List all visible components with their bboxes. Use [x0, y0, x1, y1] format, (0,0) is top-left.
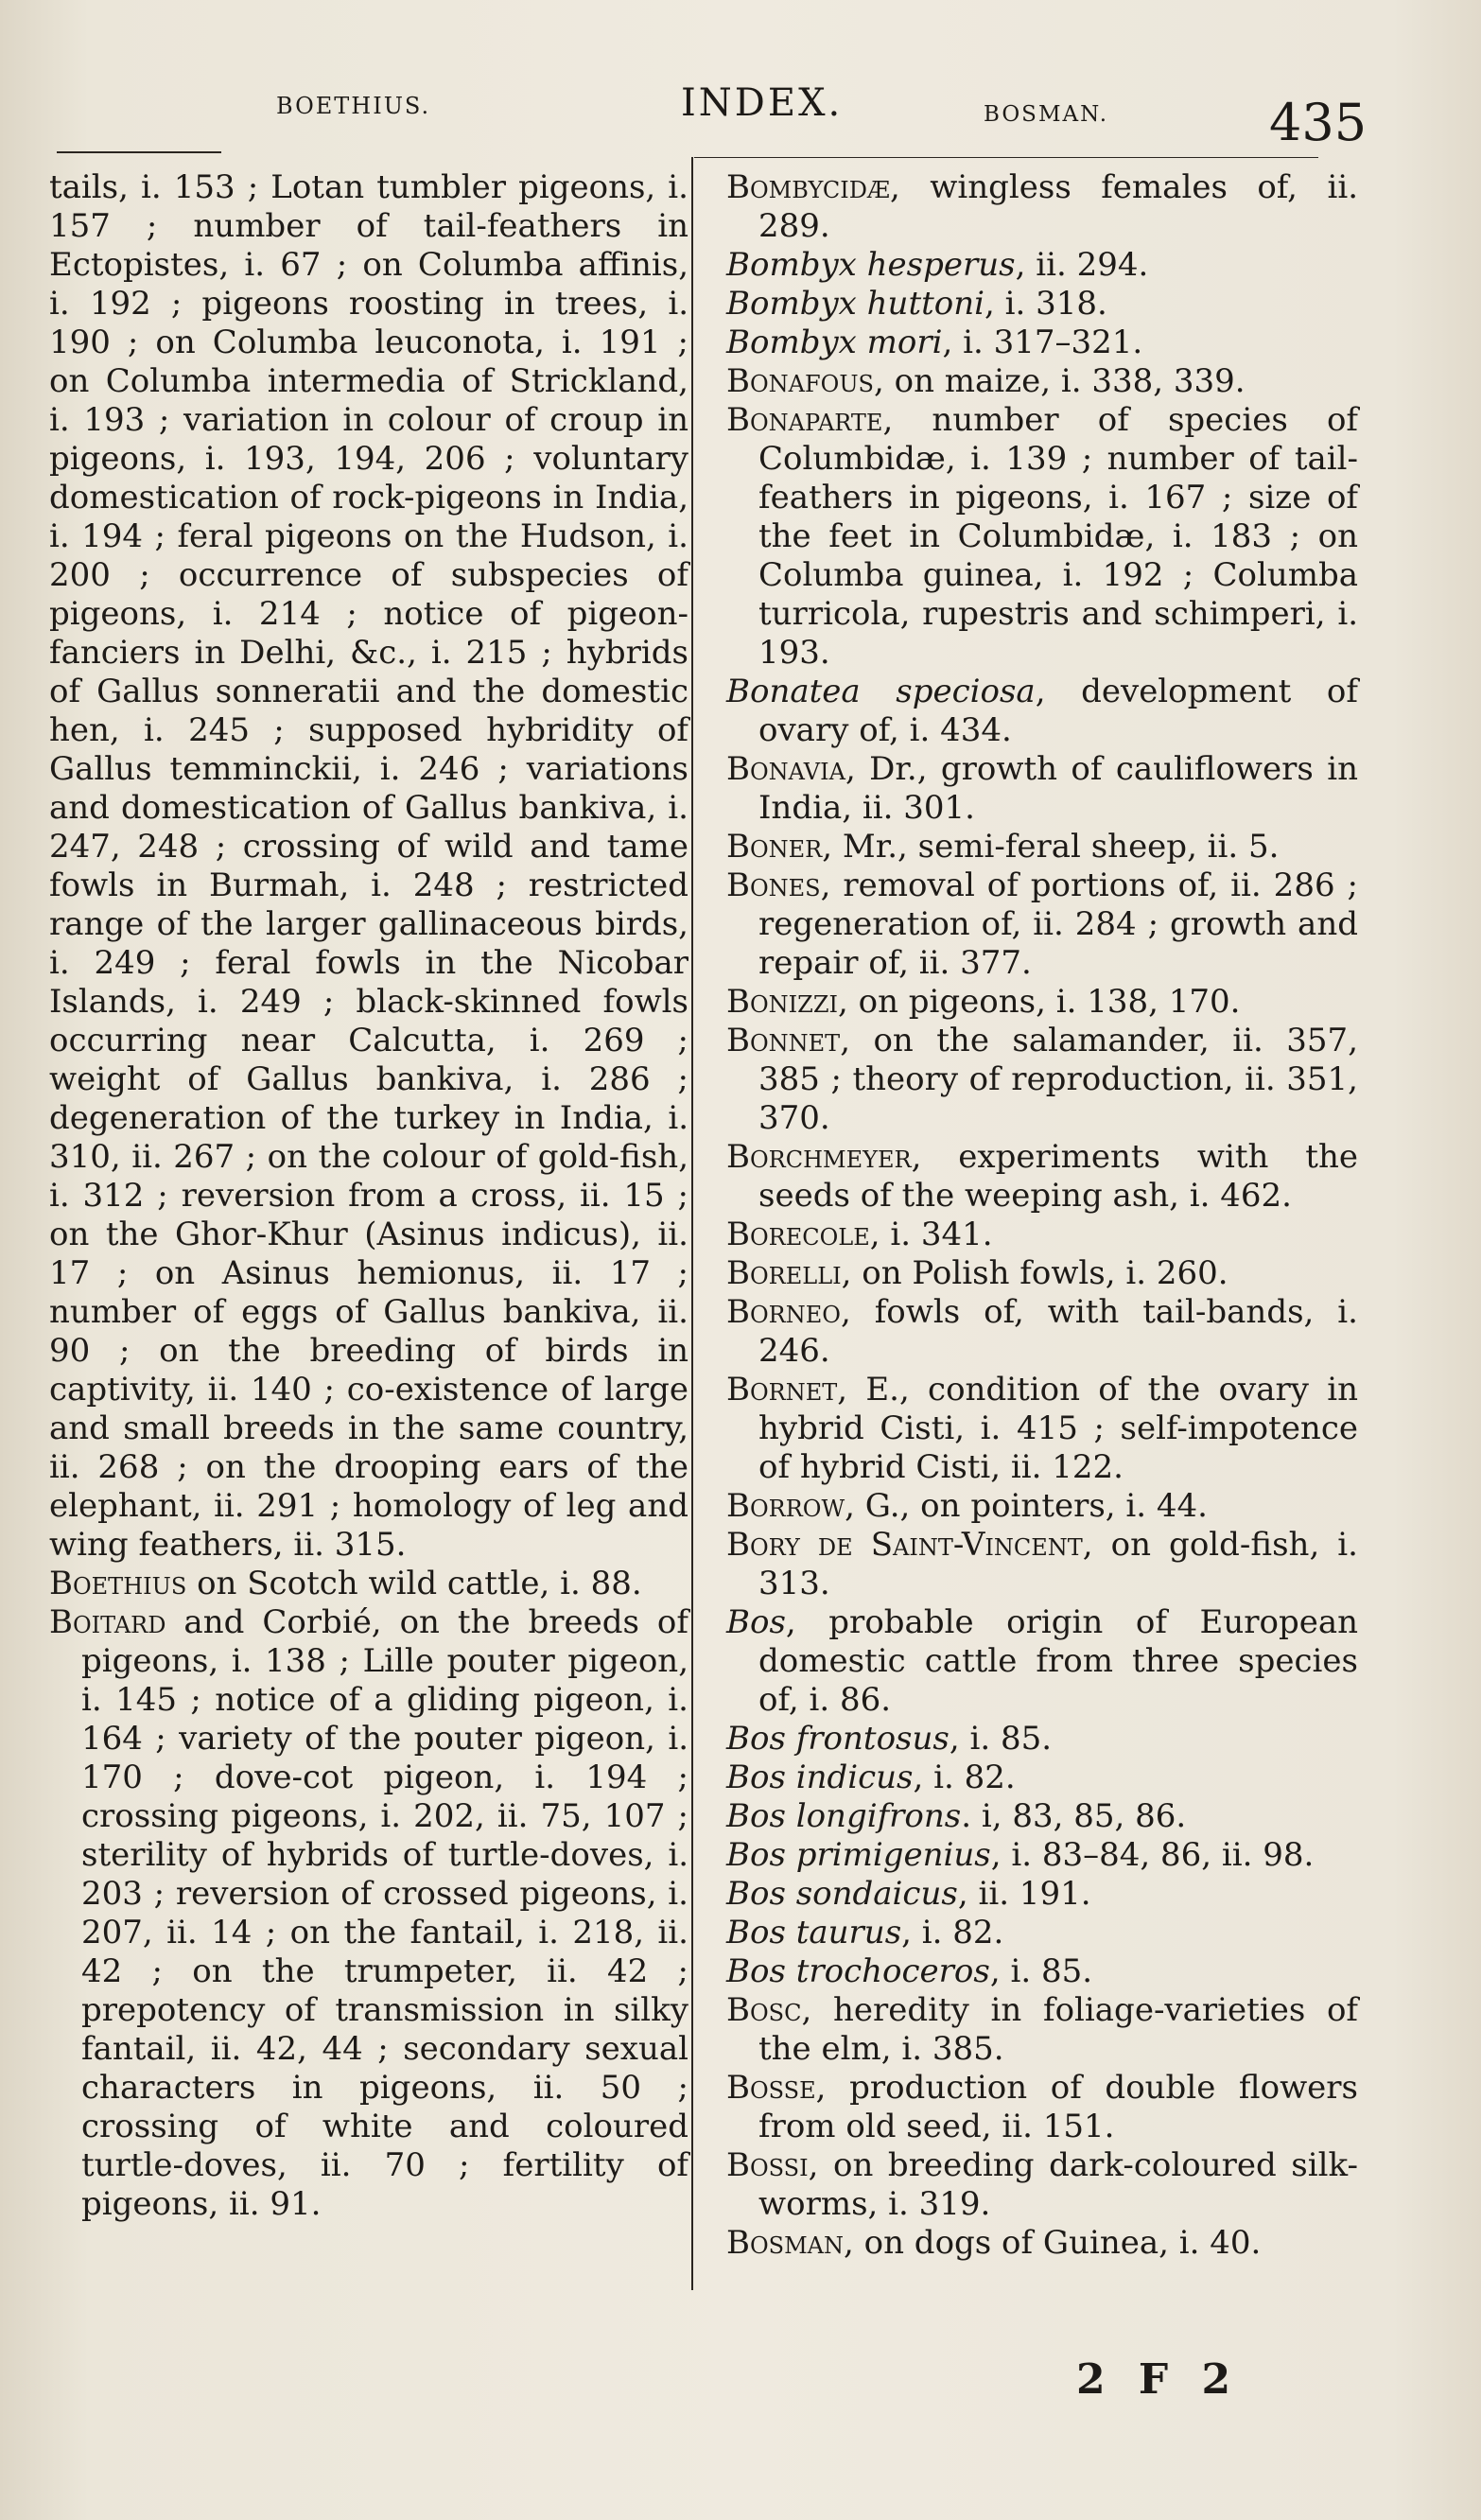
entry-text: , production of double flowers from old seed, ii. 151. [758, 2069, 1358, 2145]
entry-text: , i. 82. [901, 1914, 1004, 1951]
entry-heading: Bonnet [726, 1022, 841, 1059]
entry-heading-italic: Bonatea speciosa [726, 673, 1036, 710]
entry-heading: Borecole [726, 1216, 870, 1253]
entry-heading-italic: Bos trochoceros [726, 1952, 990, 1990]
entry-heading: Bosse [726, 2069, 816, 2107]
entry-text: , development of ovary of, i. 434. [758, 673, 1358, 749]
header-rule-right [694, 157, 1318, 158]
index-entry [726, 1254, 1358, 1293]
entry-text: , on maize, i. 338, 339. [874, 362, 1246, 400]
index-entry [726, 1293, 1358, 1371]
header-rule-left [57, 151, 221, 153]
entry-text: , i. 85. [949, 1720, 1053, 1758]
header-left-guide-word: BOETHIUS. [276, 93, 431, 119]
entry-text: , experiments with the seeds of the weeping ash, i. 462. [758, 1138, 1358, 1215]
right-column [726, 168, 1358, 2263]
column-divider [691, 157, 693, 2290]
index-entry [49, 1565, 688, 1603]
index-entry [726, 673, 1358, 750]
entry-heading-italic: Bos taurus [726, 1914, 902, 1951]
entry-heading: Bonaparte [726, 401, 883, 439]
entry-heading: Bornet [726, 1371, 838, 1409]
entry-text: , i. 85. [989, 1952, 1093, 1990]
running-header [57, 81, 1424, 153]
entry-heading-italic: Bos indicus [726, 1759, 914, 1796]
entry-text: , i. 341. [869, 1216, 993, 1253]
entry-text: , on dogs of Guinea, i. 40. [844, 2224, 1262, 2262]
index-entry [726, 1759, 1358, 1797]
entry-heading-italic: Bos frontosus [726, 1720, 950, 1758]
entry-text: , E., condition of the ovary in hybrid Cisti, i. 415 ; self-impotence of hybrid Cisti, ii. 122. [758, 1371, 1358, 1486]
entry-heading: Borelli [726, 1254, 842, 1292]
entry-heading: Bosman [726, 2224, 845, 2262]
index-entry [726, 2069, 1358, 2146]
entry-heading: Bonafous [726, 362, 874, 400]
entry-text: , probable origin of European domestic cattle from three species of, i. 86. [758, 1603, 1358, 1719]
entry-heading-italic: Bombyx hesperus [726, 246, 1016, 284]
entry-text: on Scotch wild cattle, i. 88. [186, 1565, 642, 1602]
entry-heading-italic: Bombyx huttoni [726, 285, 985, 323]
entry-heading: Bosc [726, 1991, 802, 2029]
entry-text: . i, 83, 85, 86. [961, 1797, 1187, 1835]
entry-heading-italic: Bos [726, 1603, 786, 1641]
index-entry [726, 1526, 1358, 1603]
index-entry [726, 1216, 1358, 1254]
left-column [49, 168, 688, 2224]
entry-text: , ii. 191. [957, 1875, 1091, 1913]
entry-heading: Boner [726, 828, 823, 866]
entry-heading: Bory de Saint-Vincent [726, 1526, 1083, 1564]
entry-text: , Mr., semi-feral sheep, ii. 5. [822, 828, 1280, 866]
entry-text: , i. 83–84, 86, ii. 98. [990, 1836, 1315, 1874]
entry-heading-italic: Bombyx mori [726, 324, 943, 361]
entry-heading: Bossi [726, 2146, 809, 2184]
entry-heading: Borrow [726, 1487, 845, 1525]
index-entry [49, 1603, 688, 2224]
entry-text: , on pigeons, i. 138, 170. [837, 983, 1241, 1021]
entry-heading: Borchmeyer [726, 1138, 912, 1176]
index-entry [726, 866, 1358, 983]
index-entry [726, 401, 1358, 673]
index-entry [726, 1487, 1358, 1526]
index-entry [726, 1138, 1358, 1216]
index-entry [726, 1371, 1358, 1487]
index-entry [726, 324, 1358, 362]
index-entry [726, 2224, 1358, 2263]
left-entries [49, 1565, 688, 2224]
index-entry [726, 285, 1358, 324]
index-entry [726, 246, 1358, 285]
entry-heading-italic: Bos sondaicus [726, 1875, 958, 1913]
page-number: 435 [1269, 93, 1368, 152]
entry-heading: Bonizzi [726, 983, 838, 1021]
header-right-guide-word: BOSMAN. [984, 102, 1109, 127]
entry-text: , on gold-fish, i. 313. [758, 1526, 1358, 1602]
index-entry [726, 1914, 1358, 1952]
entry-text: , i. 317–321. [942, 324, 1143, 361]
index-entry [726, 1952, 1358, 1991]
index-entry [726, 1797, 1358, 1836]
index-entry [726, 168, 1358, 246]
entry-text: , on the salamander, ii. 357, 385 ; theory of reproduction, ii. 351, 370. [758, 1022, 1358, 1137]
entry-heading: Borneo [726, 1293, 841, 1331]
entry-text: , heredity in foliage-varieties of the elm, i. 385. [758, 1991, 1358, 2068]
entry-heading: Boitard [49, 1603, 166, 1641]
entry-heading: Bonavia [726, 750, 845, 788]
entry-text: , i. 318. [984, 285, 1107, 323]
entry-text: , G., on pointers, i. 44. [845, 1487, 1208, 1525]
index-entry [726, 750, 1358, 828]
entry-heading: Bones [726, 866, 821, 904]
index-entry [726, 983, 1358, 1022]
index-entry [726, 2146, 1358, 2224]
index-entry [726, 1720, 1358, 1759]
entry-text: , fowls of, with tail-bands, i. 246. [758, 1293, 1358, 1370]
entry-heading: Boethius [49, 1565, 187, 1602]
entry-heading-italic: Bos longifrons [726, 1797, 962, 1835]
continued-entry: tails, i. 153 ; Lotan tumbler pigeons, i. 157 ; number of tail-feathers in Ectopistes, i. 67 ; on Columba affinis, i. 192 ; pigeons roosting in trees, i. 190 ; on Columba leuconota, i. 191 ; on Columba intermedia of Strickland, i. 193 ; variation in colour of croup in pigeons, i. 193, 194, 206 ; voluntary domestication of rock-pigeons in India, i. 194 ; feral pigeons on the Hudson, i. 200 ; occurrence of subspecies of pigeons, i. 214 ; notice of pigeon-fanciers in Delhi, &c., i. 215 ; hybrids of Gallus sonneratii and the domestic hen, i. 245 ; supposed hybridity of Gallus temminckii, i. 246 ; variations and domestication of Gallus bankiva, i. 247, 248 ; crossing of wild and tame fowls in Burmah, i. 248 ; restricted range of the larger gallinaceous birds, i. 249 ; feral fowls in the Nicobar Islands, i. 249 ; black-skinned fowls occurring near Calcutta, i. 269 ; weight of Gallus bankiva, i. 286 ; degeneration of the turkey in India, i. 310, ii. 267 ; on the colour of gold-fish, i. 312 ; reversion from a cross, ii. 15 ; on the Ghor-Khur (Asinus indicus), ii. 17 ; on Asinus hemionus, ii. 17 ; number of eggs of Gallus bankiva, ii. 90 ; on the breeding of birds in captivity, ii. 140 ; co-existence of large and small breeds in the same country, ii. 268 ; on the drooping ears of the elephant, ii. 291 ; homology of leg and wing feathers, ii. 315. [49, 168, 688, 1564]
entry-heading: Bombycidæ [726, 168, 890, 206]
entry-heading-italic: Bos primigenius [726, 1836, 991, 1874]
entry-text: , number of species of Columbidæ, i. 139 ; number of tail-feathers in pigeons, i. 167 ; size of the feet in Columbidæ, i. 183 ; on Columba guinea, i. 192 ; Columba turricola, rupestris and schimperi, i. 193. [758, 401, 1358, 672]
header-title: INDEX. [681, 81, 844, 125]
index-entry [726, 828, 1358, 866]
index-entry [726, 1875, 1358, 1914]
entry-text: , on Polish fowls, i. 260. [841, 1254, 1228, 1292]
index-entry [726, 1991, 1358, 2069]
index-entry [726, 1836, 1358, 1875]
entry-text: , on breeding dark-coloured silk-worms, i. 319. [758, 2146, 1358, 2223]
entry-text: , wingless females of, ii. 289. [758, 168, 1358, 245]
index-entry [726, 1603, 1358, 1720]
index-entry [726, 362, 1358, 401]
entry-text: , removal of portions of, ii. 286 ; regeneration of, ii. 284 ; growth and repair of, ii. 377. [758, 866, 1358, 982]
entry-text: and Corbié, on the breeds of pigeons, i. 138 ; Lille pouter pigeon, i. 145 ; notice of a gliding pigeon, i. 164 ; variety of the pouter pigeon, i. 170 ; dove-cot pigeon, i. 194 ; crossing pigeons, i. 202, ii. 75, 107 ; sterility of hybrids of turtle-doves, i. 203 ; reversion of crossed pigeons, i. 207, ii. 14 ; on the fantail, i. 218, ii. 42 ; on the trumpeter, ii. 42 ; prepotency of transmission in silky fantail, ii. 42, 44 ; secondary sexual characters in pigeons, ii. 50 ; crossing of white and coloured turtle-doves, ii. 70 ; fertility of pigeons, ii. 91. [81, 1603, 688, 2223]
entry-text: , Dr., growth of cauliflowers in India, ii. 301. [758, 750, 1358, 827]
entry-text: , i. 82. [913, 1759, 1016, 1796]
index-entry [726, 1022, 1358, 1138]
signature-mark: 2 F 2 [1076, 2355, 1241, 2404]
entry-text: , ii. 294. [1015, 246, 1149, 284]
